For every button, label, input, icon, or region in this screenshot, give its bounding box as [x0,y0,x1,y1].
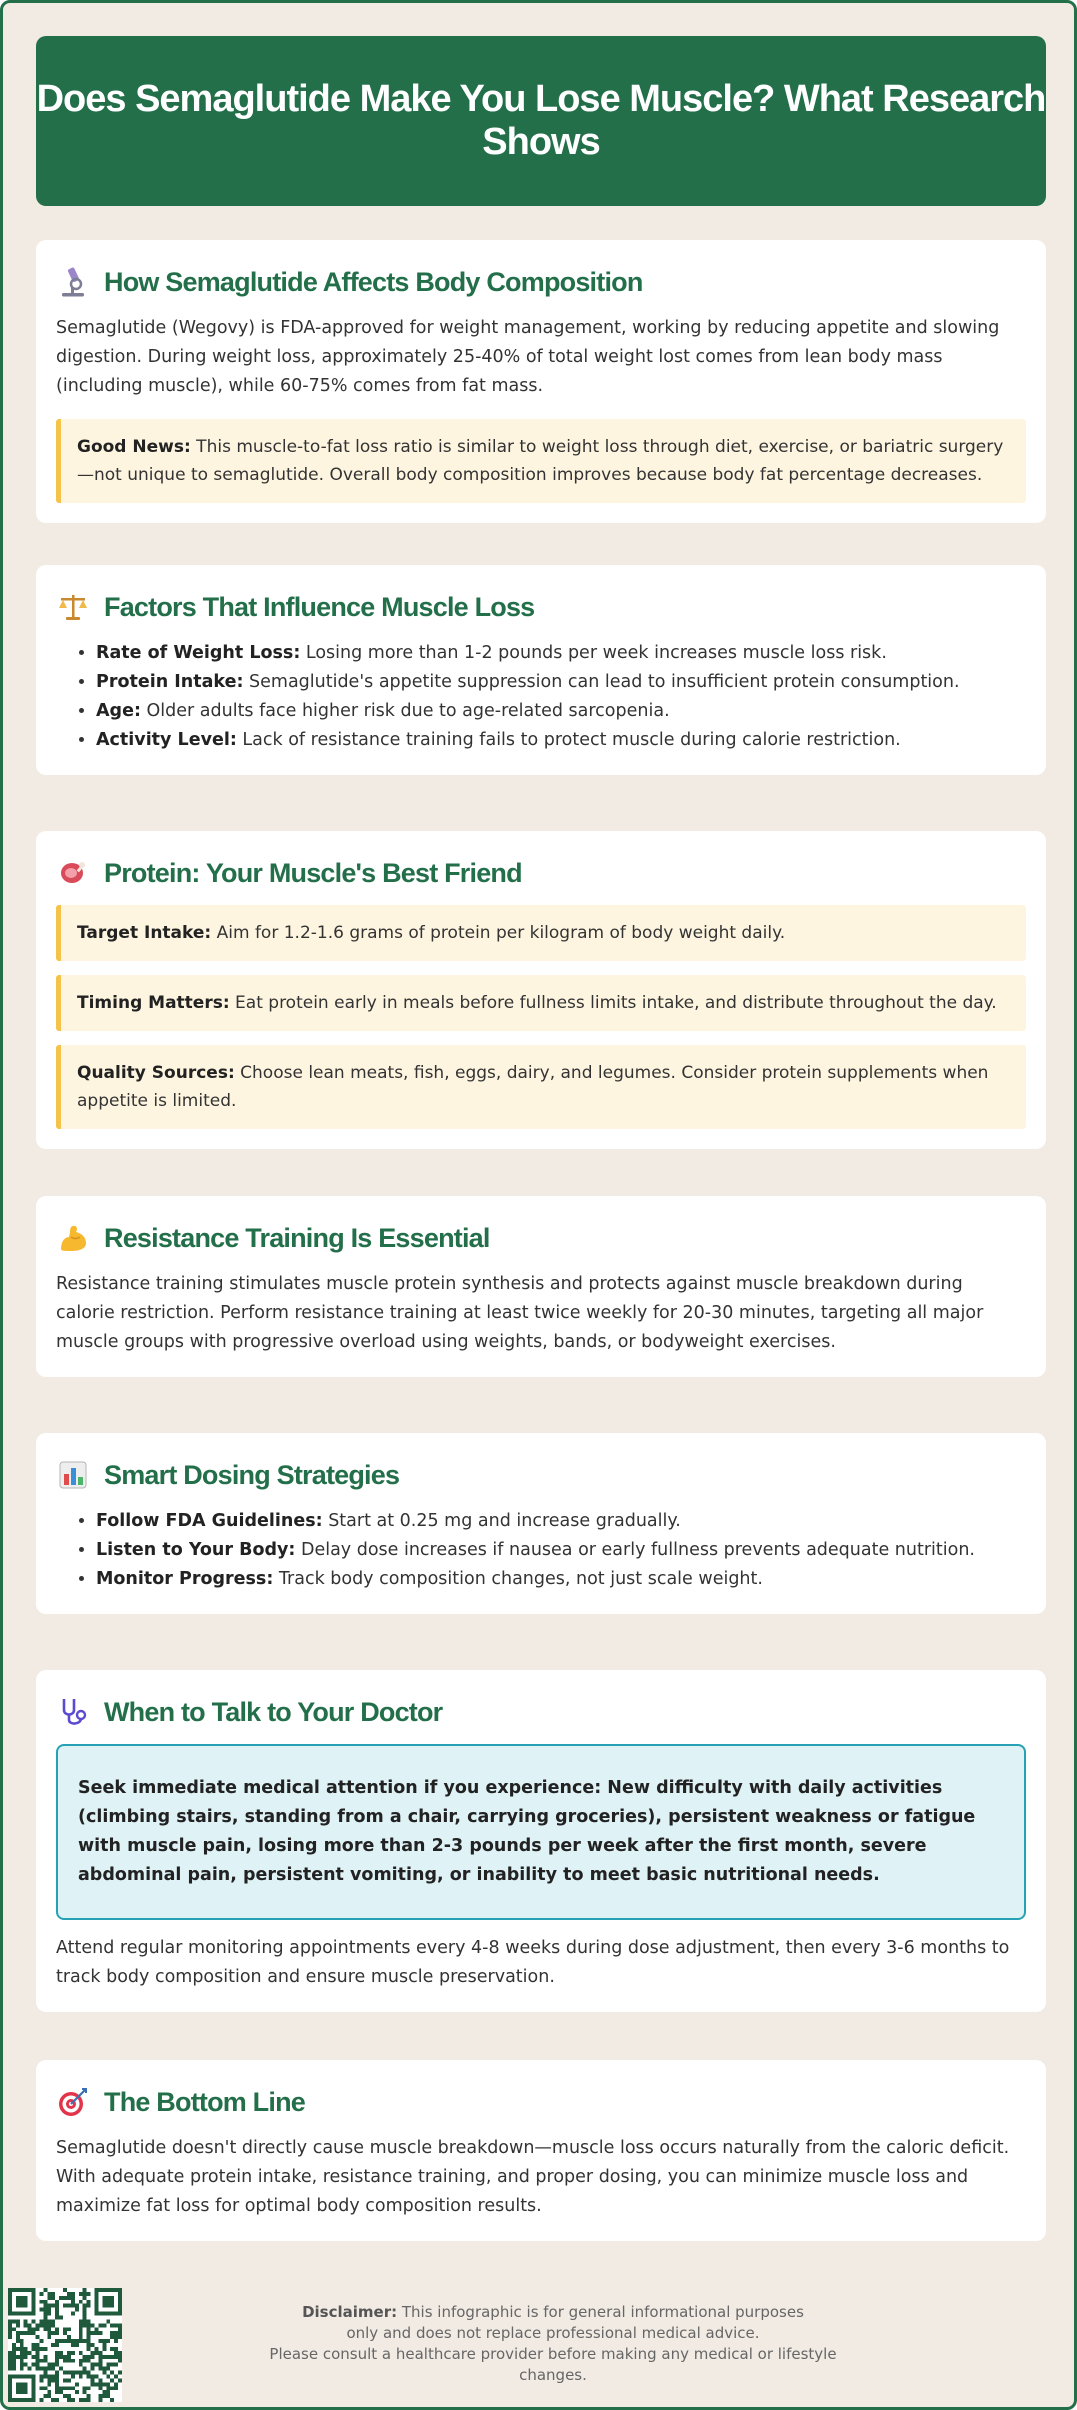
section-body-composition [36,240,1046,523]
item-label: Listen to Your Body: [96,1540,296,1560]
section-title: The Bottom Line [104,2086,305,2117]
dosing-list [56,1507,1026,1594]
section-title: When to Talk to Your Doctor [104,1696,443,1727]
item-label: Follow FDA Guidelines: [96,1511,323,1531]
section-text: Semaglutide doesn't directly cause muscle breakdown—muscle loss occurs naturally from the caloric deficit. With adequate protein intake, resistance training, and proper dosing, you can minimize muscle loss and maximize fat loss for optimal body composition results. [56,2138,1010,2216]
callout-quality-sources [56,1045,1026,1129]
callout-text: Choose lean meats, fish, eggs, dairy, and legumes. Consider protein supplements when appetite is limited. [77,1063,989,1111]
item-label: Activity Level: [96,730,237,750]
callout-label: Quality Sources: [77,1063,235,1083]
bar-chart-icon [56,1458,90,1492]
list-item [96,1536,1026,1565]
disclaimer-label: Disclaimer: [302,2303,398,2321]
stethoscope-icon [56,1695,90,1729]
section-text: Semaglutide (Wegovy) is FDA-approved for weight management, working by reducing appetite and slowing digestion. During weight loss, approximately 25-40% of total weight lost comes from lean body mass (including muscle), while 60-75% comes from fat mass. [56,318,1000,396]
disclaimer [253,2302,853,2386]
section-title: Protein: Your Muscle's Best Friend [104,857,522,888]
item-label: Protein Intake: [96,672,244,692]
page-title: Does Semaglutide Make You Lose Muscle? What Research Shows [36,78,1046,163]
section-factors [36,565,1046,775]
footer [3,2288,1077,2408]
section-title: How Semaglutide Affects Body Composition [104,266,643,297]
section-title: Factors That Influence Muscle Loss [104,591,535,622]
section-resistance-training [36,1196,1046,1377]
callout-label: Timing Matters: [77,993,230,1013]
section-bottom-line [36,2060,1046,2241]
list-item [96,668,1026,697]
target-icon [56,2085,90,2119]
disclaimer-line-2: only and does not replace professional medical advice. [346,2324,760,2342]
section-doctor [36,1670,1046,2012]
section-protein [36,831,1046,1149]
list-item [96,697,1026,726]
disclaimer-line-1: This infographic is for general informational purposes [397,2303,804,2321]
callout-label: Good News: [77,437,191,457]
section-text: Attend regular monitoring appointments every 4-8 weeks during dose adjustment, then every 3-6 months to track body composition and ensure muscle preservation. [56,1938,1010,1987]
meat-icon [56,856,90,890]
callout-text: This muscle-to-fat loss ratio is similar to weight loss through diet, exercise, or bariatric surgery—not unique to semaglutide. Overall body composition improves because body fat percentage decreases. [77,437,1004,485]
item-text: Lack of resistance training fails to protect muscle during calorie restriction. [236,730,901,750]
callout-text: Aim for 1.2-1.6 grams of protein per kilogram of body weight daily. [211,923,786,943]
callout-label: Target Intake: [77,923,212,943]
section-text: Resistance training stimulates muscle protein synthesis and protects against muscle breakdown during calorie restriction. Perform resistance training at least twice weekly for 20-30 minutes, targeting all major muscle groups with progressive overload using weights, bands, or bodyweight exercises. [56,1274,984,1352]
section-title: Smart Dosing Strategies [104,1459,400,1490]
callout-text: Eat protein early in meals before fullness limits intake, and distribute throughout the day. [229,993,997,1013]
item-text: Semaglutide's appetite suppression can lead to insufficient protein consumption. [243,672,960,692]
good-news-callout [56,419,1026,503]
item-label: Monitor Progress: [96,1569,274,1589]
callout-target-intake [56,905,1026,961]
item-text: Delay dose increases if nausea or early fullness prevents adequate nutrition. [295,1540,975,1560]
factors-list [56,639,1026,755]
section-dosing [36,1433,1046,1614]
item-label: Rate of Weight Loss: [96,643,301,663]
medical-alert-box: Seek immediate medical attention if you experience: New difficulty with daily activities (climbing stairs, standing from a chair, carrying groceries), persistent weakness or fatigue with muscle pain, losing more than 2-3 pounds per week after the first month, severe abdominal pain, persistent vomiting, or inability to meet basic nutritional needs. [56,1744,1026,1920]
qr-code [8,2288,122,2402]
item-label: Age: [96,701,141,721]
list-item [96,1507,1026,1536]
disclaimer-line-3: Please consult a healthcare provider before making any medical or lifestyle changes. [269,2345,837,2384]
item-text: Older adults face higher risk due to age-related sarcopenia. [140,701,670,721]
header-banner [36,36,1046,206]
callout-timing [56,975,1026,1031]
item-text: Losing more than 1-2 pounds per week increases muscle loss risk. [300,643,887,663]
item-text: Start at 0.25 mg and increase gradually. [322,1511,681,1531]
flexed-bicep-icon [56,1221,90,1255]
balance-scale-icon [56,590,90,624]
list-item [96,726,1026,755]
list-item [96,639,1026,668]
list-item [96,1565,1026,1594]
microscope-icon [56,265,90,299]
item-text: Track body composition changes, not just scale weight. [273,1569,763,1589]
section-title: Resistance Training Is Essential [104,1222,490,1253]
